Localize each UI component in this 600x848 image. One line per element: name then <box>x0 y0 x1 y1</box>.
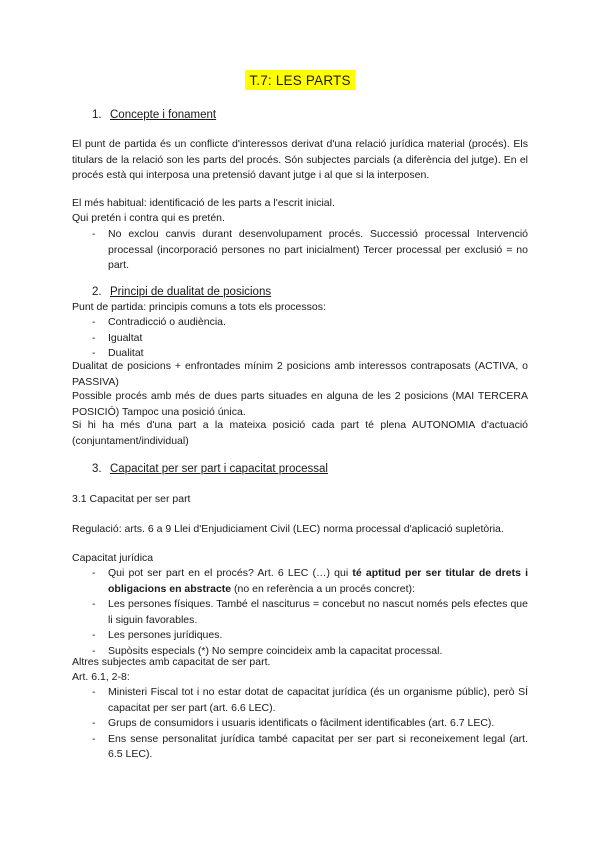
capacitat-juridica-label: Capacitat jurídica <box>72 552 154 564</box>
subsection-3-1-title: 3.1 Capacitat per ser part <box>72 493 191 505</box>
article-reference: Art. 6.1, 2-8: <box>72 671 130 683</box>
section-3-title: Capacitat per ser part i capacitat processal <box>110 463 328 475</box>
list-item-bold-text: té aptitud per ser titular de drets i obligacions en abstracte <box>108 567 528 595</box>
list-item: - Grups de consumidors i usuaris identificats o fàcilment identificables (art. 6.7 LEC). <box>72 716 528 732</box>
list-item: - Contradicció o audiència. <box>72 315 528 331</box>
section-2-list <box>72 315 528 362</box>
list-item-text: Qui pot ser part en el procés? Art. 6 LEC (…) qui <box>108 567 353 579</box>
section-2-intro: Punt de partida: principis comuns a tots els processos: <box>72 301 326 313</box>
section-2-paragraph-2: Possible procés amb més de dues parts situades en alguna de les 2 posicions (MAI TERCERA POSICIÓ) Tampoc una posició única. <box>72 390 528 418</box>
altres-subjectes-list <box>72 685 528 763</box>
list-item: - No exclou canvis durant desenvolupament procés. Successió processal Intervenció processal (incorporació persones no part inicialment) Tercer processal per exclusió = no part. <box>72 227 528 274</box>
section-2-heading <box>92 285 528 301</box>
list-item: - Les persones jurídiques. <box>72 628 528 644</box>
capacitat-juridica-list <box>72 566 528 659</box>
regulacio-paragraph: Regulació: arts. 6 a 9 Llei d'Enjudiciament Civil (LEC) norma processal d'aplicació supletòria. <box>72 523 504 535</box>
title-block <box>72 70 528 91</box>
section-1-paragraph: El punt de partida és un conflicte d'interessos derivat d'una relació jurídica material (procés). Els titulars de la relació son les parts del procés. Són subjectes parcials (a diferència del jutge). En el procés està qui interposa una pretensió davant jutge i al que si la interposen. <box>72 138 528 181</box>
list-item <box>72 566 528 597</box>
section-1-paragraph-3: Qui pretén i contra qui es pretén. <box>72 212 225 224</box>
list-item: - Supòsits especials (*) No sempre coincideix amb la capacitat processal. <box>72 644 528 660</box>
list-item-text: (no en referència a un procés concret): <box>231 582 415 595</box>
list-item: - Ens sense personalitat jurídica també capacitat per ser part si reconeixement legal (art. 6.5 LEC). <box>72 732 528 763</box>
section-3-heading <box>92 462 528 478</box>
list-item: - Ministeri Fiscal tot i no estar dotat de capacitat jurídica (és un organisme públic), però SÍ capacitat per ser part (art. 6.6 LEC). <box>72 685 528 716</box>
list-item: - Igualtat <box>72 331 528 347</box>
document-page <box>72 0 528 848</box>
list-item: - Les persones físiques. També el nasciturus = concebut no nascut només pels efectes que li siguin favorables. <box>72 597 528 628</box>
section-2-title: Principi de dualitat de posicions <box>110 286 272 298</box>
section-2-paragraph-3: Si hi ha més d'una part a la mateixa posició cada part té plena AUTONOMIA d'actuació (conjuntament/individual) <box>72 419 528 447</box>
altres-subjectes-label: Altres subjectes amb capacitat de ser part. <box>72 656 271 668</box>
list-item: - Dualitat <box>72 346 528 362</box>
section-2-number: 2. <box>92 286 102 298</box>
section-1-number: 1. <box>92 109 102 121</box>
section-3-number: 3. <box>92 463 102 475</box>
section-1-list <box>72 227 528 274</box>
section-1-heading <box>92 108 528 124</box>
section-1-title: Concepte i fonament <box>110 109 217 121</box>
section-1-paragraph-2: El més habitual: identificació de les parts a l'escrit inicial. <box>72 197 335 209</box>
section-2-paragraph-1: Dualitat de posicions + enfrontades mínim 2 posicions amb interessos contraposats (ACTIVA, o PASSIVA) <box>72 360 528 388</box>
page-title: T.7: LES PARTS <box>245 70 354 90</box>
